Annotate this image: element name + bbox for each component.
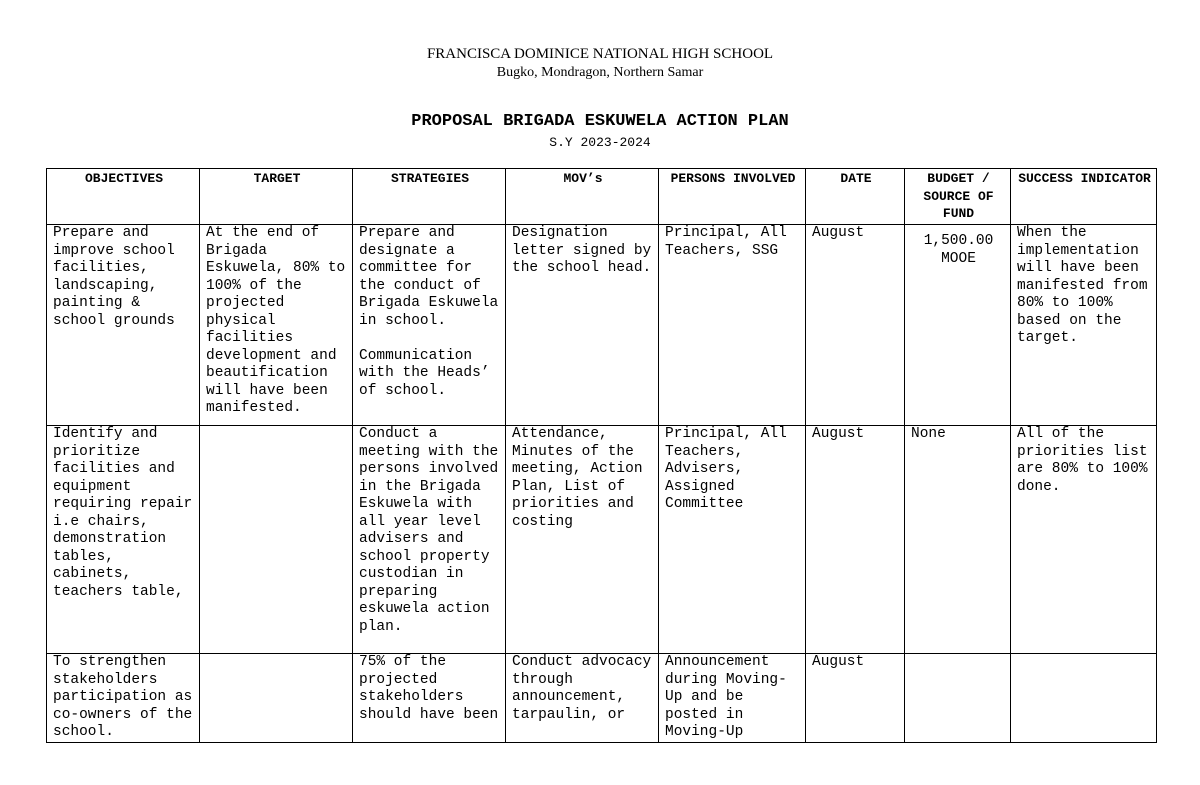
action-plan-table	[46, 168, 1157, 743]
cell-movs: Attendance, Minutes of the meeting, Action Plan, List of priorities and costing	[506, 426, 659, 654]
cell-budget: 1,500.00 MOOE	[905, 225, 1011, 426]
cell-indicator: When the implementation will have been manifested from 80% to 100% based on the target.	[1011, 225, 1157, 426]
cell-strategies: 75% of the projected stakeholders should have been	[353, 654, 506, 743]
cell-target	[200, 426, 353, 654]
school-address: Bugko, Mondragon, Northern Samar	[496, 65, 704, 80]
column-header-strategies: STRATEGIES	[353, 169, 506, 225]
cell-strategies: Prepare and designate a committee for the conduct of Brigada Eskuwela in school. Communication with the Heads’ of school.	[353, 225, 506, 426]
cell-objectives: Identify and prioritize facilities and equipment requiring repair i.e chairs, demonstration tables, cabinets, teachers table,	[47, 426, 200, 654]
column-header-budget: BUDGET / SOURCE OF FUND	[905, 169, 1011, 225]
column-header-success-indicator: SUCCESS INDICATOR	[1011, 169, 1157, 225]
document-title: PROPOSAL BRIGADA ESKUWELA ACTION PLAN	[411, 112, 789, 131]
cell-persons: Principal, All Teachers, Advisers, Assigned Committee	[659, 426, 806, 654]
column-header-target: TARGET	[200, 169, 353, 225]
cell-budget: None	[905, 426, 1011, 654]
cell-date: August	[806, 426, 905, 654]
cell-indicator: All of the priorities list are 80% to 100% done.	[1011, 426, 1157, 654]
table-row	[47, 225, 1157, 426]
table-header-row	[47, 169, 1157, 225]
column-header-persons-involved: PERSONS INVOLVED	[659, 169, 806, 225]
table-row	[47, 426, 1157, 654]
cell-persons: Announcement during Moving-Up and be posted in Moving-Up	[659, 654, 806, 743]
school-name: FRANCISCA DOMINICE NATIONAL HIGH SCHOOL	[426, 46, 774, 62]
column-header-date: DATE	[806, 169, 905, 225]
cell-movs: Designation letter signed by the school head.	[506, 225, 659, 426]
cell-date: August	[806, 225, 905, 426]
table-row	[47, 654, 1157, 743]
cell-objectives: To strengthen stakeholders participation as co-owners of the school.	[47, 654, 200, 743]
column-header-movs: MOV’s	[506, 169, 659, 225]
cell-target: At the end of Brigada Eskuwela, 80% to 100% of the projected physical facilities development and beautification will have been manifested.	[200, 225, 353, 426]
cell-indicator	[1011, 654, 1157, 743]
cell-objectives: Prepare and improve school facilities, landscaping, painting & school grounds	[47, 225, 200, 426]
cell-budget	[905, 654, 1011, 743]
cell-persons: Principal, All Teachers, SSG	[659, 225, 806, 426]
cell-movs: Conduct advocacy through announcement, tarpaulin, or	[506, 654, 659, 743]
school-year: S.Y 2023-2024	[549, 135, 651, 150]
cell-strategies: Conduct a meeting with the persons involved in the Brigada Eskuwela with all year level advisers and school property custodian in preparing eskuwela action plan.	[353, 426, 506, 654]
column-header-objectives: OBJECTIVES	[47, 169, 200, 225]
cell-target	[200, 654, 353, 743]
cell-date: August	[806, 654, 905, 743]
